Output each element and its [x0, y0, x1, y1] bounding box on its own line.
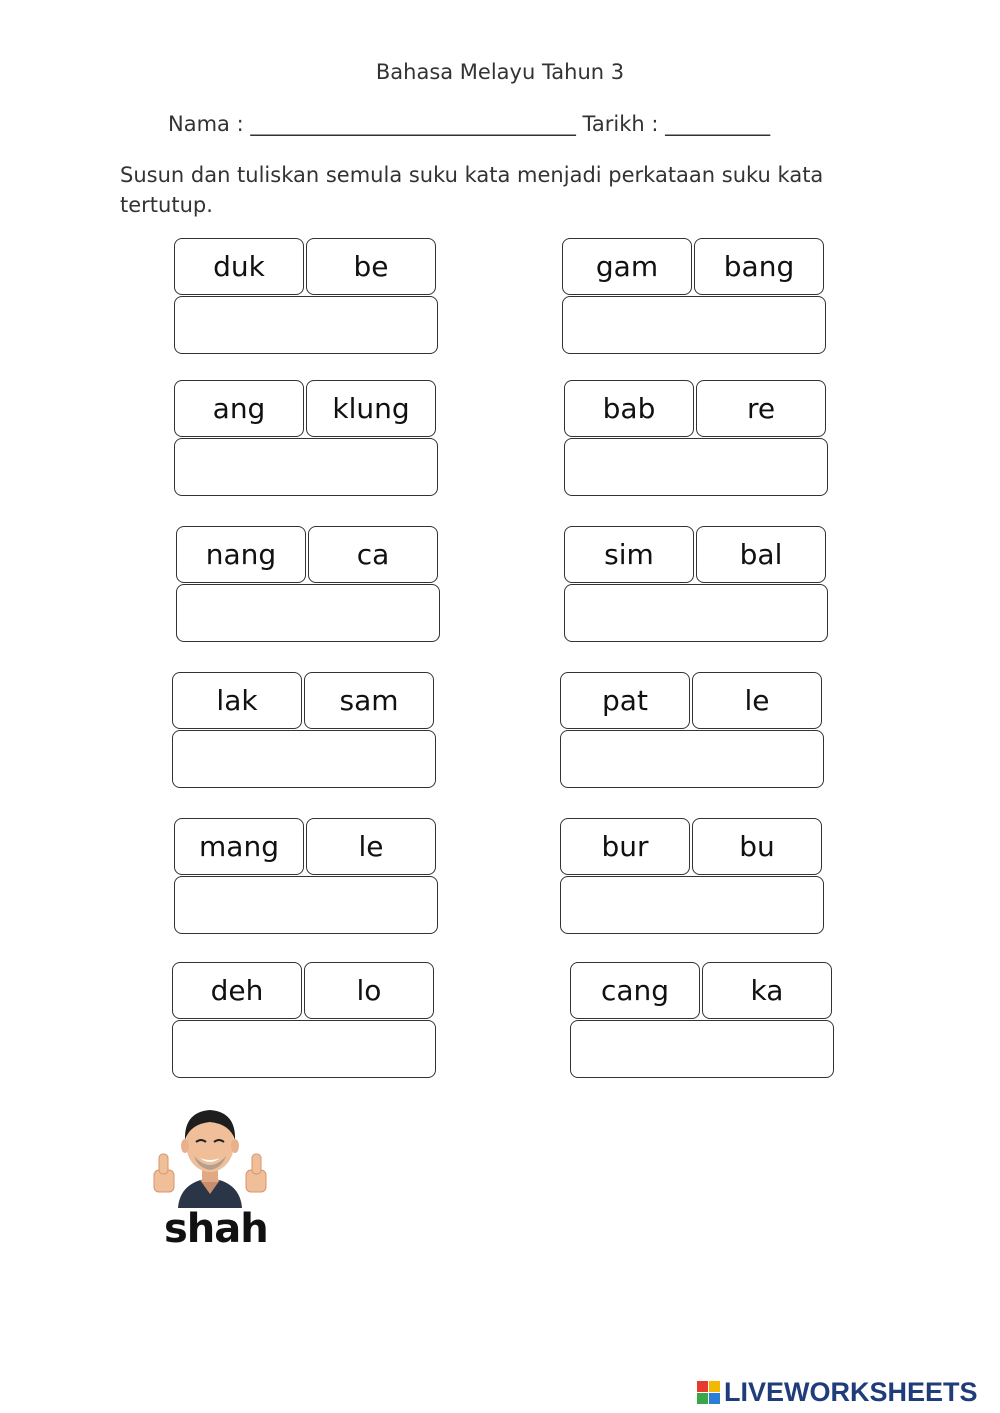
syllable-card: duk — [174, 238, 304, 295]
exercise-1 — [174, 238, 438, 356]
syllable-card: pat — [560, 672, 690, 729]
syllable-card: cang — [570, 962, 700, 1019]
syllable-card: le — [692, 672, 822, 729]
name-date-line: Nama : _______________________________ Tarikh : __________ — [168, 112, 771, 136]
exercise-9 — [174, 818, 438, 936]
syllable-card: bur — [560, 818, 690, 875]
exercise-7 — [172, 672, 436, 790]
exercise-8 — [560, 672, 824, 790]
answer-field[interactable] — [174, 876, 438, 934]
syllable-card: lak — [172, 672, 302, 729]
exercise-11 — [172, 962, 436, 1080]
answer-field[interactable] — [564, 584, 828, 642]
answer-field[interactable] — [562, 296, 826, 354]
syllable-card: bal — [696, 526, 826, 583]
syllable-card: klung — [306, 380, 436, 437]
syllable-card: bang — [694, 238, 824, 295]
answer-field[interactable] — [570, 1020, 834, 1078]
syllable-card: gam — [562, 238, 692, 295]
exercise-12 — [570, 962, 834, 1080]
syllable-card: deh — [172, 962, 302, 1019]
exercise-5 — [176, 526, 440, 644]
syllable-card: re — [696, 380, 826, 437]
answer-field[interactable] — [174, 438, 438, 496]
syllable-card: lo — [304, 962, 434, 1019]
exercise-6 — [564, 526, 828, 644]
liveworksheets-logo[interactable] — [697, 1377, 978, 1408]
syllable-card: ca — [308, 526, 438, 583]
thumbs-up-teacher-avatar-icon — [150, 1098, 270, 1208]
author-signature: shah — [164, 1206, 268, 1252]
answer-field[interactable] — [560, 730, 824, 788]
syllable-card: ang — [174, 380, 304, 437]
answer-field[interactable] — [172, 730, 436, 788]
worksheet-title: Bahasa Melayu Tahun 3 — [375, 60, 625, 84]
answer-field[interactable] — [174, 296, 438, 354]
exercise-10 — [560, 818, 824, 936]
exercise-4 — [564, 380, 828, 498]
syllable-card: be — [306, 238, 436, 295]
syllable-card: ka — [702, 962, 832, 1019]
syllable-card: bu — [692, 818, 822, 875]
exercise-3 — [174, 380, 438, 498]
instruction-text: Susun dan tuliskan semula suku kata menjadi perkataan suku kata tertutup. — [120, 163, 824, 217]
liveworksheets-logo-icon — [697, 1381, 720, 1404]
syllable-card: bab — [564, 380, 694, 437]
answer-field[interactable] — [172, 1020, 436, 1078]
syllable-card: nang — [176, 526, 306, 583]
syllable-card: sim — [564, 526, 694, 583]
answer-field[interactable] — [560, 876, 824, 934]
exercise-2 — [562, 238, 826, 356]
syllable-card: sam — [304, 672, 434, 729]
syllable-card: le — [306, 818, 436, 875]
liveworksheets-logo-text: LIVEWORKSHEETS — [724, 1377, 978, 1407]
syllable-card: mang — [174, 818, 304, 875]
answer-field[interactable] — [564, 438, 828, 496]
answer-field[interactable] — [176, 584, 440, 642]
